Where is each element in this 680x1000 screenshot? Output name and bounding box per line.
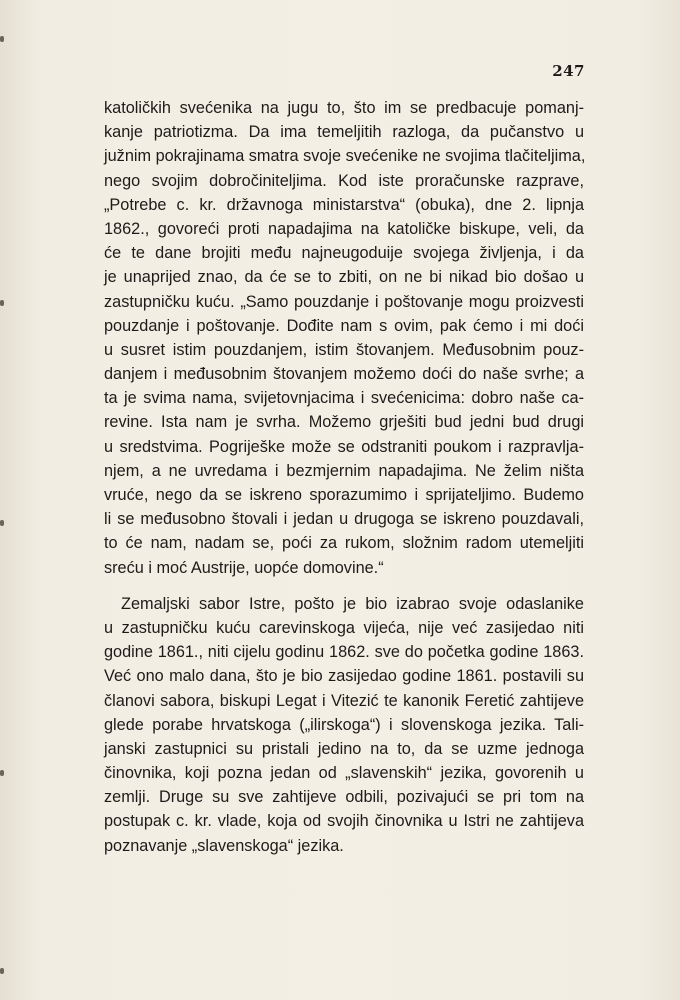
text-line: činovnika, koji pozna jedan od „slavenskih“ jezika, govorenih u xyxy=(104,764,584,783)
text-line: zastupničku kuću. „Samo pouzdanje i poštovanje mogu proizvesti xyxy=(104,292,584,311)
text-line: u zastupničku kuću carevinskoga vijeća, nije već zasijedao niti xyxy=(104,618,584,637)
page-edge-mark xyxy=(0,520,4,526)
page-body-text xyxy=(104,96,584,858)
text-line: godine 1861., niti cijelu godinu 1862. sve do početka godine 1863. xyxy=(104,643,584,662)
text-line: janski zastupnici su pristali jedino na to, da se uzme jednoga xyxy=(104,739,584,758)
text-line: zemlji. Druge su sve zahtijeve odbili, pozivajući se pri tom na xyxy=(104,788,584,807)
text-line: poznavanje „slavenskoga“ jezika. xyxy=(104,836,344,855)
text-line: „Potrebe c. kr. državnoga ministarstva“ (obuka), dne 2. lipnja xyxy=(104,195,584,214)
text-line: danjem i međusobnim štovanjem možemo doći do naše svrhe; a xyxy=(104,365,584,384)
text-line: njem, a ne uvredama i bezmjernim napadajima. Ne želim ništa xyxy=(104,461,584,480)
paragraph-gap xyxy=(104,580,584,592)
page-number: 247 xyxy=(552,62,585,80)
text-line: je unaprijed znao, da će se to zbiti, on ne bi nikad bio došao u xyxy=(104,268,584,287)
text-line: u susret istim pouzdanjem, istim štovanjem. Međusobnim pouz- xyxy=(104,340,584,359)
text-line: ta je svima nama, svijetovnjacima i svećenicima: dobro naše ca- xyxy=(104,389,584,408)
text-line: kanje patriotizma. Da ima temeljitih razloga, da pučanstvo u xyxy=(104,123,584,142)
text-line: vruće, nego da se iskreno sporazumimo i sprijateljimo. Budemo xyxy=(104,486,584,504)
text-line: u sredstvima. Pogriješke može se odstraniti poukom i razpravlja- xyxy=(104,437,584,456)
text-line: Već ono malo dana, što je bio zasijedao godine 1861. postavili su xyxy=(104,667,584,686)
text-line: južnim pokrajinama smatra svoje svećenike ne svojima tlačiteljima, xyxy=(104,147,586,166)
text-line: će te dane brojiti među najneugoduije svojega življenja, i da xyxy=(104,244,584,263)
text-line: Zemaljski sabor Istre, pošto je bio izabrao svoje odaslanike xyxy=(121,594,584,613)
text-line: nego svojim dobročiniteljima. Kod iste proračunske razprave, xyxy=(104,171,584,190)
text-line: sreću i moć Austrije, uopće domovine.“ xyxy=(104,558,384,577)
page-edge-mark xyxy=(0,36,4,42)
text-line: to će nam, nadam se, poći za rukom, složnim radom utemeljiti xyxy=(104,534,584,553)
text-line: članovi sabora, biskupi Legat i Vitezić te kanonik Feretić zahtijeve xyxy=(104,691,584,710)
text-line: pouzdanje i poštovanje. Dođite nam s ovim, pak ćemo i mi doći xyxy=(104,316,584,335)
text-line: katoličkih svećenika na jugu to, što im se predbacuje pomanj- xyxy=(104,99,584,117)
text-line: glede porabe hrvatskoga („ilirskoga“) i slovenskoga jezika. Tali- xyxy=(104,715,584,734)
text-line: li se međusobno štovali i jedan u drugoga se iskreno pouzdavali, xyxy=(104,510,584,529)
text-line: revine. Ista nam je svrha. Možemo grješiti bud jedni bud drugi xyxy=(104,413,584,432)
text-line: 1862., govoreći proti napadajima na katoličke biskupe, veli, da xyxy=(104,219,584,238)
page-edge-mark xyxy=(0,770,4,776)
paragraph xyxy=(104,96,584,580)
page-edge-mark xyxy=(0,300,4,306)
paragraph xyxy=(104,592,584,858)
text-line: postupak c. kr. vlade, koja od svojih činovnika u Istri ne zahtijeva xyxy=(104,812,584,831)
page-edge-mark xyxy=(0,968,4,974)
